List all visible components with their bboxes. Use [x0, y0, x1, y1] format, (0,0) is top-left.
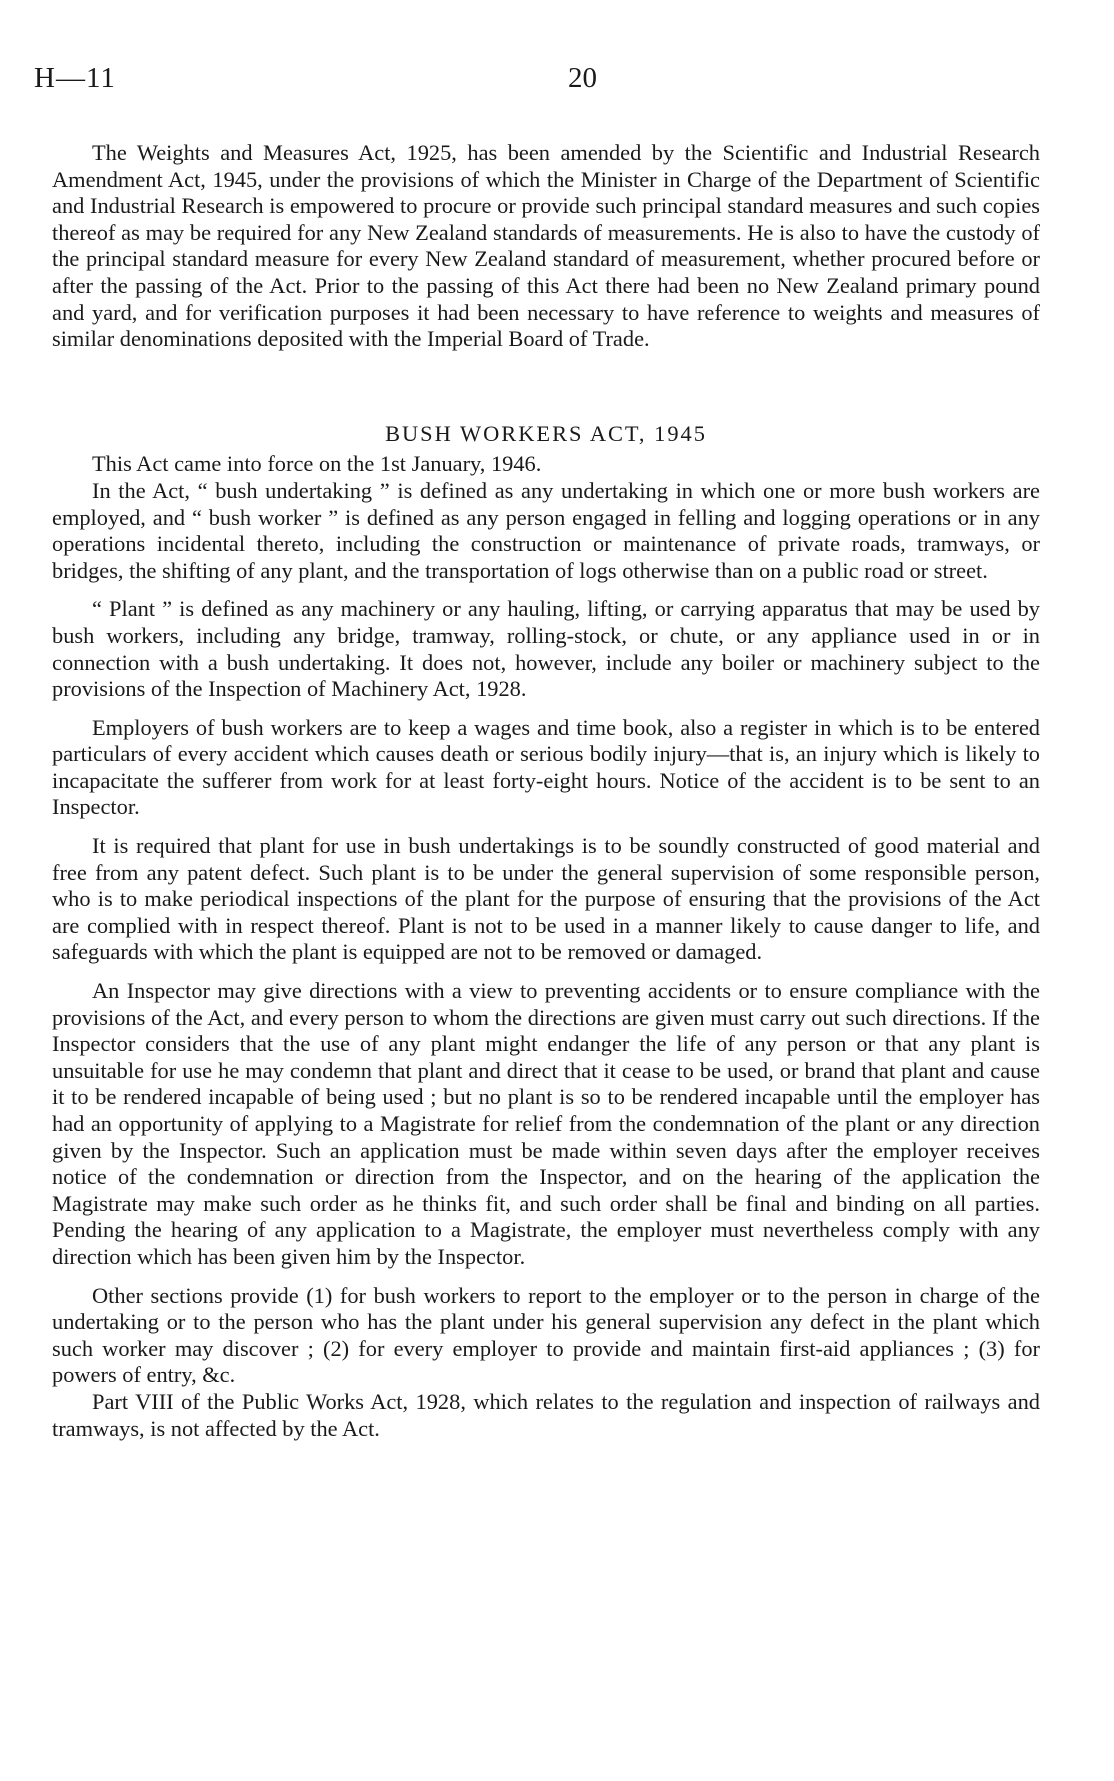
- section-paragraph-inspector-directions: An Inspector may give directions with a view to preventing accidents or to ensure compliance with the provisions of the Act, and every person to whom the directions are given must carry out such directions. If the Inspector considers that the use of any plant might endanger the life of any person or that any plant is unsuitable for use he may condemn that plant and direct that it cease to be used, or brand that plant and cause it to be rendered incapable of being used ; but no plant is so to be rendered incapable until the employer has had an opportunity of applying to a Magistrate for relief from the condemnation of the plant or any direction given by the Inspector. Such an application must be made within seven days after the employer receives notice of the condemnation or direction from the Inspector, and on the hearing of the application the Magistrate may make such order as he thinks fit, and such order shall be final and binding on all parties. Pending the hearing of any application to a Magistrate, the employer must nevertheless comply with any direction which has been given him by the Inspector.: [52, 978, 1040, 1269]
- intro-paragraph: The Weights and Measures Act, 1925, has been amended by the Scientific and Industrial Research Amendment Act, 1945, under the provisions of which the Minister in Charge of the Department of Scientific and Industrial Research is empowered to procure or provide such principal standard measures and such copies thereof as may be required for any New Zealand standards of measurements. He is also to have the custody of the principal standard measure for every New Zealand standard of measurement, whether procured before or after the passing of the Act. Prior to the passing of this Act there had been no New Zealand primary pound and yard, and for verification purposes it had been necessary to have reference to weights and measures of similar denominations deposited with the Imperial Board of Trade.: [52, 140, 1040, 352]
- section-paragraph-other-sections: Other sections provide (1) for bush workers to report to the employer or to the person in charge of the undertaking or to the person who has the plant under his general supervision any defect in the plant which such worker may discover ; (2) for every employer to provide and maintain first-aid appliances ; (3) for powers of entry, &c.: [52, 1282, 1040, 1388]
- page-header: [34, 62, 614, 102]
- section-paragraph-commencement: This Act came into force on the 1st January, 1946.: [92, 451, 542, 477]
- section-heading: BUSH WORKERS ACT, 1945: [385, 420, 707, 446]
- page-body: [52, 140, 1040, 1454]
- page-number: 20: [568, 62, 597, 94]
- document-reference: H—11: [34, 62, 116, 94]
- section-paragraph-definitions: In the Act, “ bush undertaking ” is defined as any undertaking in which one or more bush workers are employed, and “ bush worker ” is defined as any person engaged in felling and logging operations or in any operations incidental thereto, including the construction or maintenance of private roads, tramways, or bridges, the shifting of any plant, and the transportation of logs otherwise than on a public road or street.: [52, 477, 1040, 583]
- section-paragraph-plant-definition: “ Plant ” is defined as any machinery or any hauling, lifting, or carrying apparatus that may be used by bush workers, including any bridge, tramway, rolling-stock, or chute, or any appliance used in or in connection with a bush undertaking. It does not, however, include any boiler or machinery subject to the provisions of the Inspection of Machinery Act, 1928.: [52, 596, 1040, 702]
- section-paragraph-plant-requirements: It is required that plant for use in bush undertakings is to be soundly constructed of good material and free from any patent defect. Such plant is to be under the general supervision of some responsible person, who is to make periodical inspections of the plant for the purpose of ensuring that the provisions of the Act are complied with in respect thereof. Plant is not to be used in a manner likely to cause danger to life, and safeguards with which the plant is equipped are not to be removed or damaged.: [52, 833, 1040, 965]
- section-paragraph-employer-records: Employers of bush workers are to keep a wages and time book, also a register in which is to be entered particulars of every accident which causes death or serious bodily injury—that is, an injury which is likely to incapacitate the sufferer from work for at least forty-eight hours. Notice of the accident is to be sent to an Inspector.: [52, 714, 1040, 820]
- section-paragraph-public-works: Part VIII of the Public Works Act, 1928, which relates to the regulation and inspection of railways and tramways, is not affected by the Act.: [52, 1388, 1040, 1441]
